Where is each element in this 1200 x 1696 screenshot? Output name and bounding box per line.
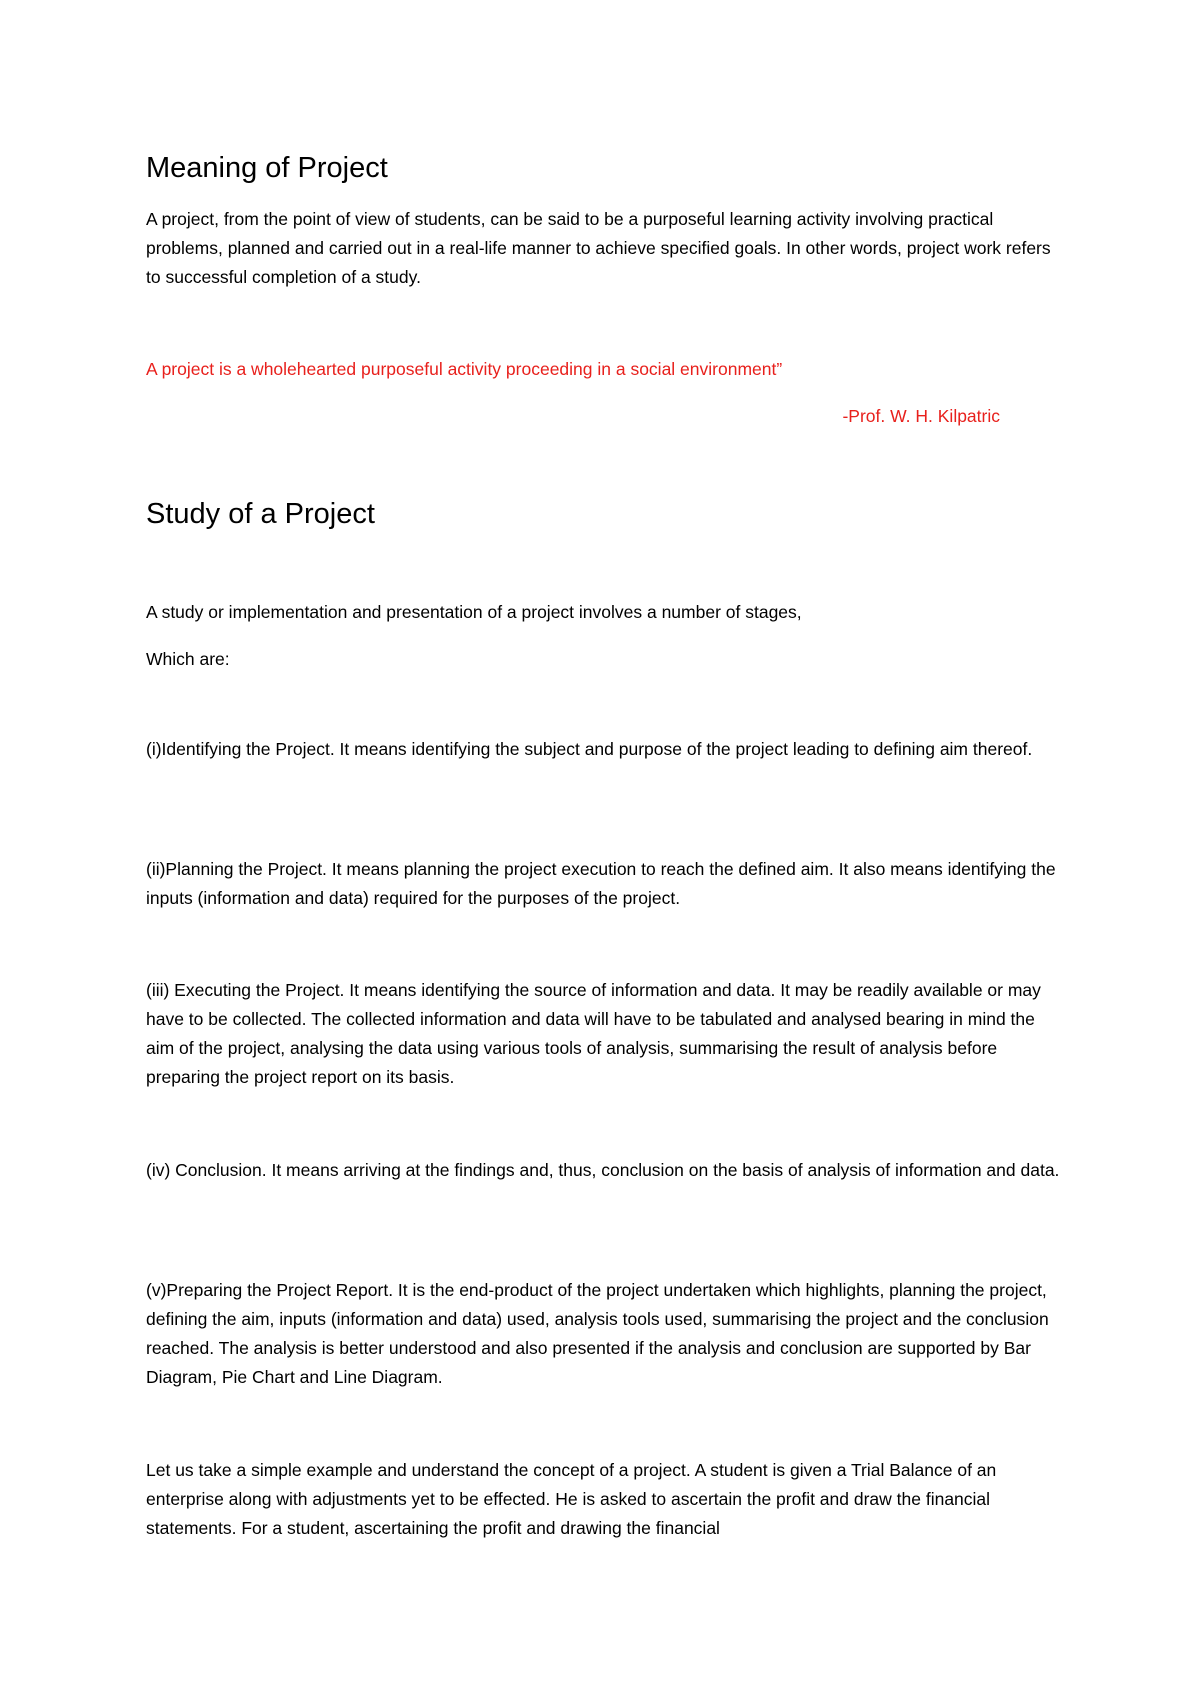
stage-executing: (iii) Executing the Project. It means identifying the source of information and data. It may be readily available or may have to be collected. The collected information and data will have to be tabulated and analysed bearing in mind the aim of the project, analysing the data using various tools of analysis, summarising the result of analysis before preparing the project report on its basis.	[146, 980, 1041, 1087]
quote-attribution: -Prof. W. H. Kilpatric	[842, 406, 1000, 426]
meaning-paragraph: A project, from the point of view of students, can be said to be a purposeful learning activity involving practical problems, planned and carried out in a real-life manner to achieve specified goals. In other words, project work refers to successful completion of a study.	[146, 209, 1051, 287]
document-page	[146, 0, 1066, 1696]
study-intro: A study or implementation and presentation of a project involves a number of stages,	[146, 602, 802, 622]
stage-report: (v)Preparing the Project Report. It is the end-product of the project undertaken which highlights, planning the project, defining the aim, inputs (information and data) used, analysis tools used, summarising the project and the conclusion reached. The analysis is better understood and also presented if the analysis and conclusion are supported by Bar Diagram, Pie Chart and Line Diagram.	[146, 1280, 1049, 1387]
stage-identifying: (i)Identifying the Project. It means identifying the subject and purpose of the project leading to defining aim thereof.	[146, 739, 1033, 759]
study-which-are: Which are:	[146, 649, 230, 669]
example-paragraph: Let us take a simple example and understand the concept of a project. A student is given a Trial Balance of an enterprise along with adjustments yet to be effected. He is asked to ascertain the profit and draw the financial statements. For a student, ascertaining the profit and drawing the financial	[146, 1460, 997, 1538]
kilpatric-quote: A project is a wholehearted purposeful activity proceeding in a social environment”	[146, 359, 783, 379]
meaning-heading: Meaning of Project	[146, 152, 388, 184]
stage-planning: (ii)Planning the Project. It means planning the project execution to reach the defined aim. It also means identifying the inputs (information and data) required for the purposes of the project.	[146, 859, 1056, 908]
stage-conclusion: (iv) Conclusion. It means arriving at the findings and, thus, conclusion on the basis of analysis of information and data.	[146, 1160, 1060, 1180]
study-heading: Study of a Project	[146, 498, 375, 530]
